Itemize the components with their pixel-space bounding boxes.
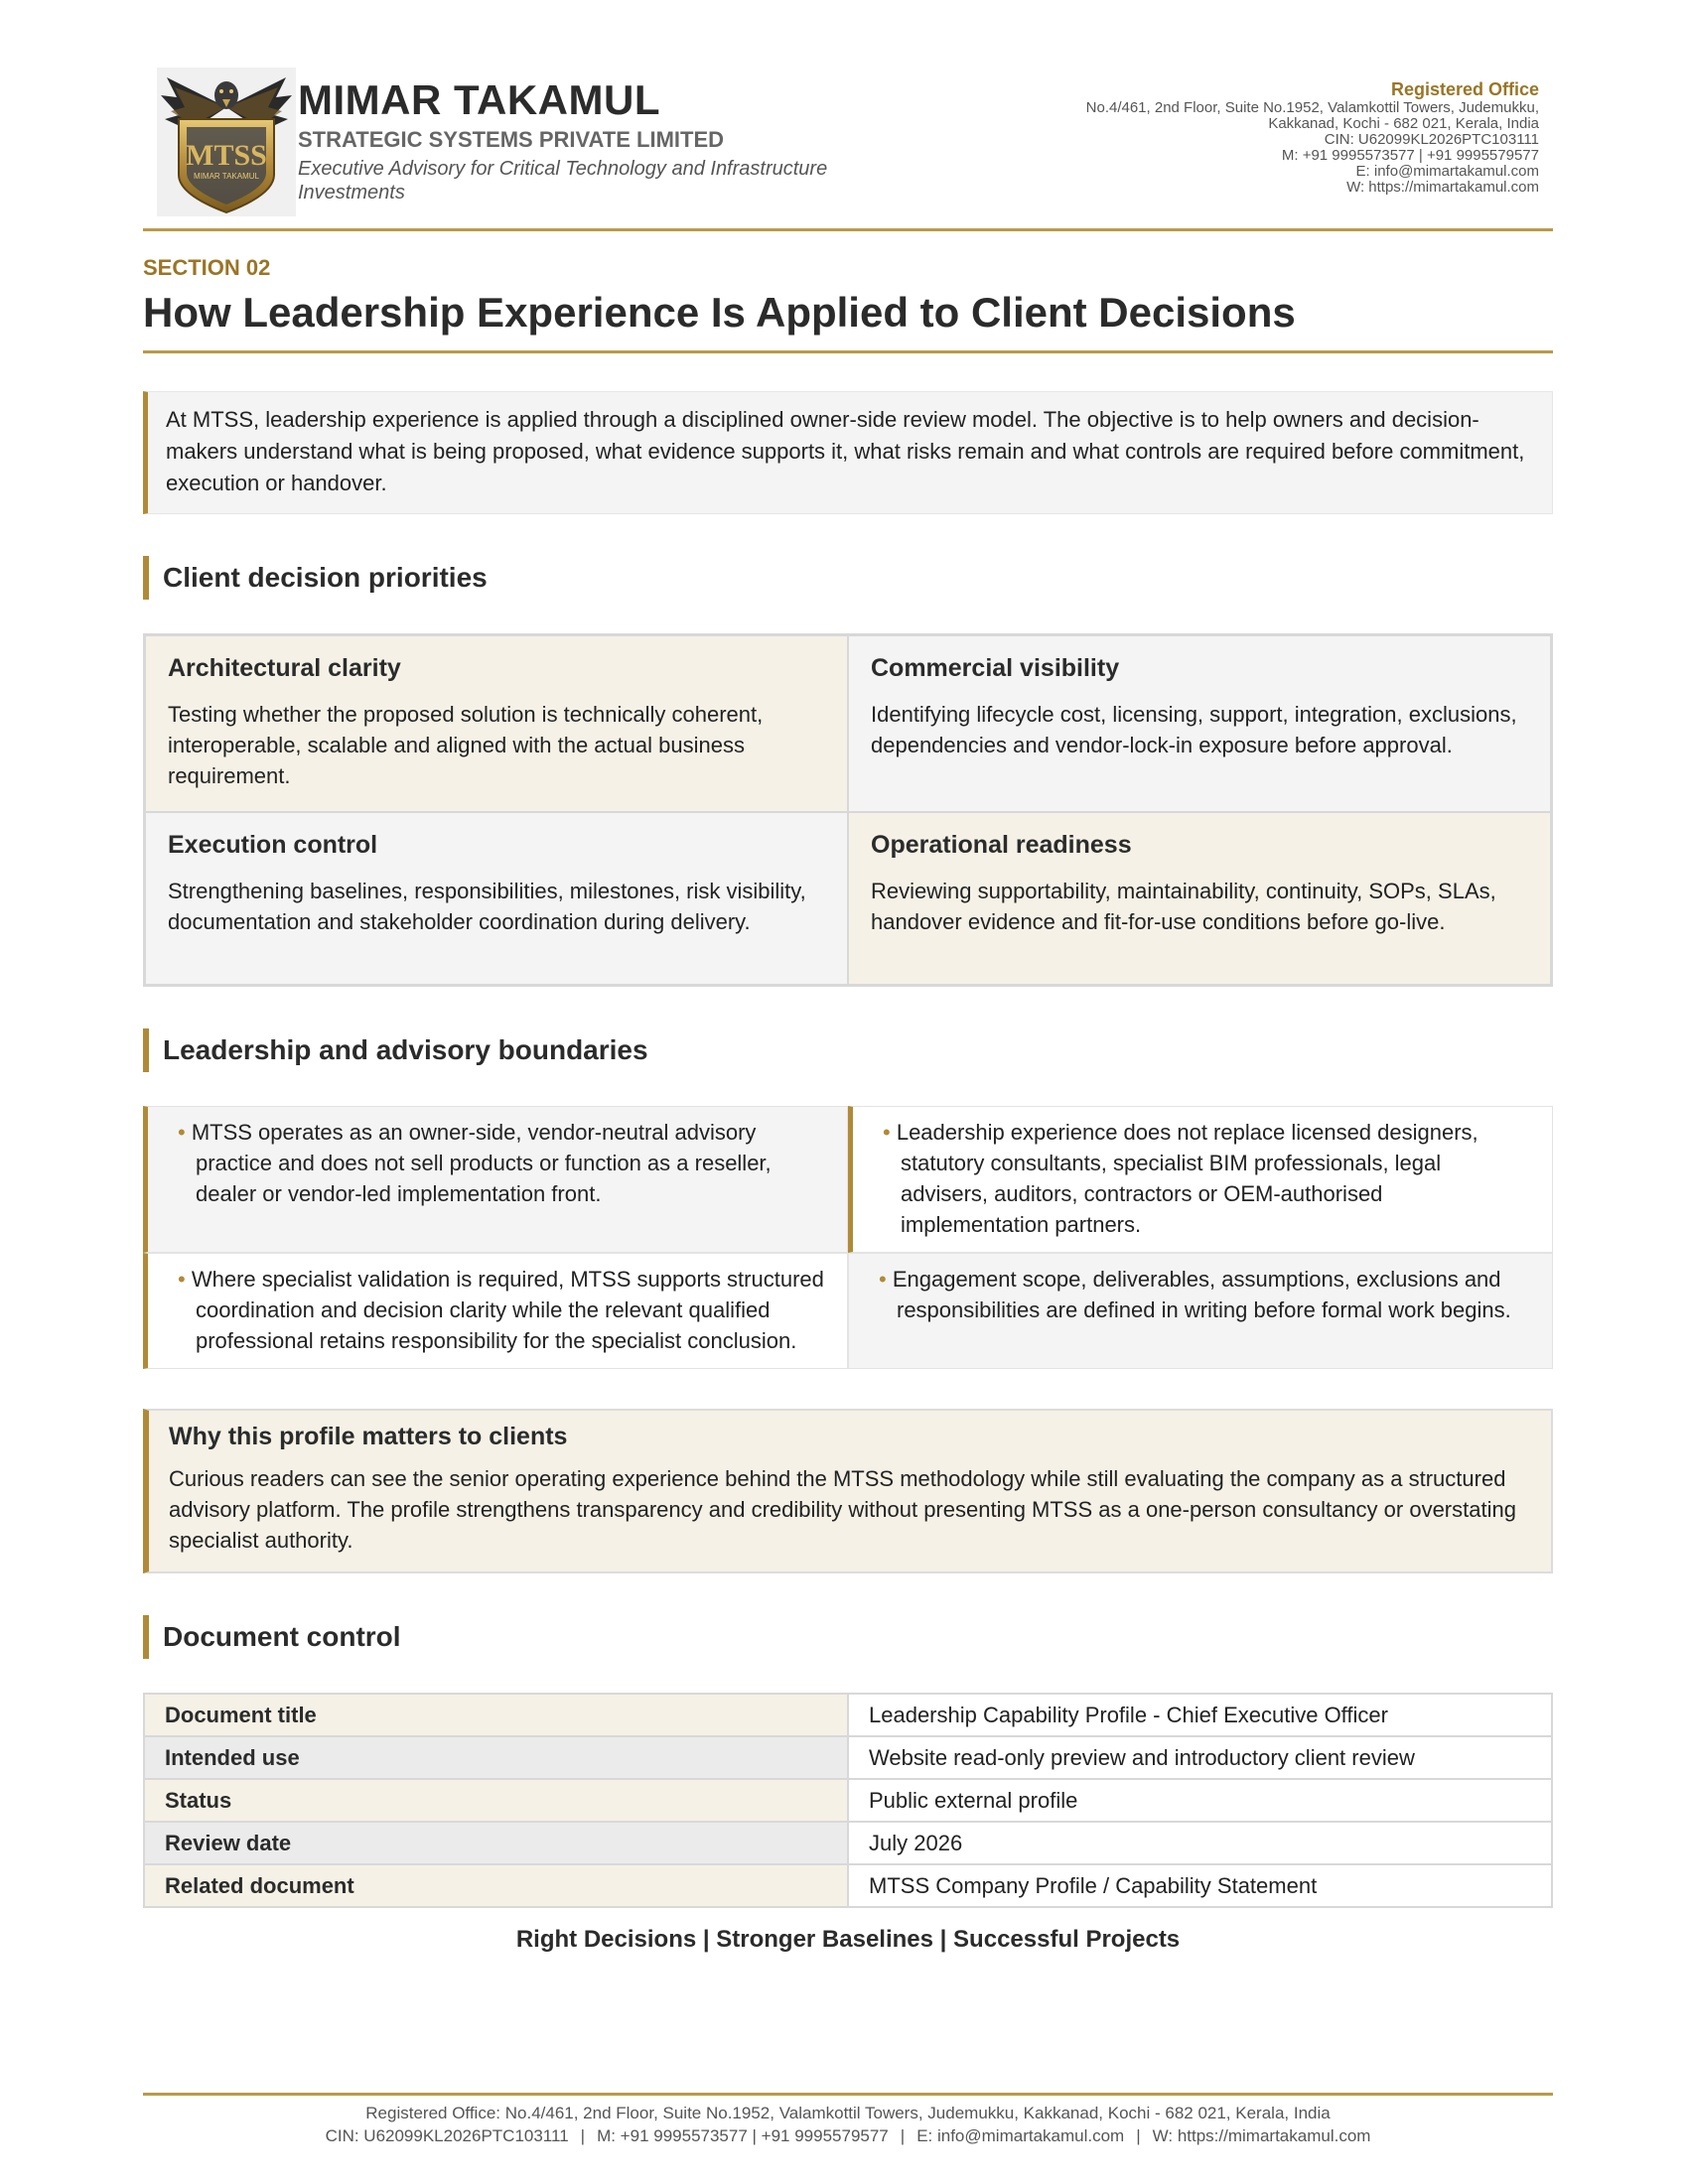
title-divider bbox=[143, 350, 1553, 353]
bullet-dot-icon: • bbox=[178, 1267, 192, 1292]
priority-text: Strengthening baselines, responsibilities, milestones, risk visibility, documentation and stakeholder coordination during delivery. bbox=[168, 879, 806, 934]
company-logo bbox=[157, 68, 296, 216]
priority-text: Identifying lifecycle cost, licensing, support, integration, exclusions, dependencies and vendor-lock-in exposure before approval. bbox=[871, 702, 1517, 757]
office-email[interactable]: E: info@mimartakamul.com bbox=[1355, 163, 1539, 180]
company-name: MIMAR TAKAMUL bbox=[298, 76, 660, 123]
page-footer bbox=[143, 2093, 1553, 2147]
priority-title: Execution control bbox=[168, 831, 378, 859]
row-key: Related document bbox=[144, 1864, 848, 1907]
bullet-dot-icon: • bbox=[178, 1120, 192, 1145]
office-website[interactable]: W: https://mimartakamul.com bbox=[1346, 179, 1539, 196]
footer-cin: CIN: U62099KL2026PTC103111 bbox=[325, 2126, 569, 2145]
row-key: Review date bbox=[144, 1822, 848, 1864]
office-address-1: No.4/461, 2nd Floor, Suite No.1952, Valamkottil Towers, Judemukku, bbox=[1085, 99, 1539, 116]
office-address-2: Kakkanad, Kochi - 682 021, Kerala, India bbox=[1268, 115, 1539, 132]
why-profile-callout bbox=[143, 1409, 1553, 1573]
priority-card bbox=[145, 635, 848, 812]
document-control-heading: Document control bbox=[143, 1615, 1553, 1659]
bottom-tagline: Right Decisions | Stronger Baselines | Successful Projects bbox=[515, 1926, 1181, 1953]
priority-title: Commercial visibility bbox=[871, 654, 1120, 682]
office-mobile: M: +91 9995573577 | +91 9995579577 bbox=[1281, 147, 1539, 164]
intro-paragraph: At MTSS, leadership experience is applied through a disciplined owner-side review model. The objective is to help owners and decision-makers understand what is being proposed, what evidence supports it, what risks remain and what controls are required before commitment, execution or handover. bbox=[143, 391, 1553, 514]
eagle-shield-icon bbox=[157, 68, 296, 216]
priority-card bbox=[145, 812, 848, 985]
priority-title: Operational readiness bbox=[871, 831, 1132, 859]
office-cin: CIN: U62099KL2026PTC103111 bbox=[1324, 131, 1539, 148]
priorities-grid bbox=[143, 633, 1553, 987]
section-label: SECTION 02 bbox=[143, 255, 271, 280]
table-row bbox=[144, 1779, 1552, 1822]
table-row bbox=[144, 1736, 1552, 1779]
boundary-text: MTSS operates as an owner-side, vendor-neutral advisory practice and does not sell products or function as a reseller, dealer or vendor-led implementation front. bbox=[191, 1120, 772, 1206]
row-key: Status bbox=[144, 1779, 848, 1822]
footer-contacts bbox=[143, 2124, 1553, 2147]
boundary-text: Where specialist validation is required, MTSS supports structured coordination and decision clarity while the relevant qualified professional retains responsibility for the specialist conclusion. bbox=[191, 1267, 824, 1353]
boundary-item bbox=[143, 1106, 848, 1253]
svg-text:MTSS: MTSS bbox=[186, 139, 267, 172]
table-row bbox=[144, 1864, 1552, 1907]
header-divider bbox=[143, 228, 1553, 231]
footer-mobile: M: +91 9995573577 | +91 9995579577 bbox=[597, 2126, 889, 2145]
boundary-item bbox=[143, 1253, 848, 1369]
priority-text: Reviewing supportability, maintainability, continuity, SOPs, SLAs, handover evidence and fit-for-use conditions before go-live. bbox=[871, 879, 1496, 934]
bullet-dot-icon: • bbox=[879, 1267, 893, 1292]
footer-separator: | bbox=[900, 2126, 906, 2145]
company-subtitle: STRATEGIC SYSTEMS PRIVATE LIMITED bbox=[298, 127, 725, 152]
svg-text:MIMAR TAKAMUL: MIMAR TAKAMUL bbox=[194, 172, 259, 181]
priority-card bbox=[848, 812, 1551, 985]
footer-divider bbox=[143, 2093, 1553, 2096]
registered-office bbox=[923, 79, 1539, 196]
priority-title: Architectural clarity bbox=[168, 654, 401, 682]
footer-website[interactable]: W: https://mimartakamul.com bbox=[1152, 2126, 1371, 2145]
row-key: Intended use bbox=[144, 1736, 848, 1779]
boundary-text: Leadership experience does not replace licensed designers, statutory consultants, specialist BIM professionals, legal advisers, auditors, contractors or OEM-authorised implementation partners. bbox=[896, 1120, 1478, 1237]
page-title: How Leadership Experience Is Applied to Client Decisions bbox=[143, 289, 1296, 336]
row-value: Leadership Capability Profile - Chief Executive Officer bbox=[848, 1694, 1552, 1736]
letterhead bbox=[143, 60, 1553, 228]
office-title: Registered Office bbox=[1390, 79, 1539, 99]
boundary-item bbox=[848, 1253, 1553, 1369]
brand-block bbox=[298, 77, 914, 205]
boundary-item bbox=[848, 1106, 1553, 1253]
boundaries-heading: Leadership and advisory boundaries bbox=[143, 1028, 1553, 1072]
table-row bbox=[144, 1694, 1552, 1736]
priority-text: Testing whether the proposed solution is technically coherent, interoperable, scalable and aligned with the actual business requirement. bbox=[168, 702, 764, 788]
row-value: July 2026 bbox=[848, 1822, 1552, 1864]
row-value: MTSS Company Profile / Capability Statement bbox=[848, 1864, 1552, 1907]
document-page bbox=[143, 60, 1553, 1954]
company-tagline: Executive Advisory for Critical Technology and Infrastructure Investments bbox=[298, 158, 828, 204]
footer-email[interactable]: E: info@mimartakamul.com bbox=[916, 2126, 1125, 2145]
bullet-dot-icon: • bbox=[883, 1120, 897, 1145]
boundary-text: Engagement scope, deliverables, assumptions, exclusions and responsibilities are defined in writing before formal work begins. bbox=[892, 1267, 1511, 1322]
boundaries-grid bbox=[143, 1106, 1553, 1369]
footer-separator: | bbox=[1136, 2126, 1141, 2145]
footer-separator: | bbox=[580, 2126, 586, 2145]
priority-card bbox=[848, 635, 1551, 812]
row-value: Website read-only preview and introductory client review bbox=[848, 1736, 1552, 1779]
callout-text: Curious readers can see the senior operating experience behind the MTSS methodology while still evaluating the company as a structured advisory platform. The profile strengthens transparency and credibility without presenting MTSS as a one-person consultancy or overstating specialist authority. bbox=[169, 1466, 1516, 1553]
document-control-table bbox=[143, 1693, 1553, 1908]
row-value: Public external profile bbox=[848, 1779, 1552, 1822]
callout-title: Why this profile matters to clients bbox=[169, 1423, 568, 1450]
footer-address: Registered Office: No.4/461, 2nd Floor, Suite No.1952, Valamkottil Towers, Judemukku, Kakkanad, Kochi - 682 021, Kerala, India bbox=[365, 2104, 1331, 2122]
row-key: Document title bbox=[144, 1694, 848, 1736]
table-row bbox=[144, 1822, 1552, 1864]
priorities-heading: Client decision priorities bbox=[143, 556, 1553, 600]
